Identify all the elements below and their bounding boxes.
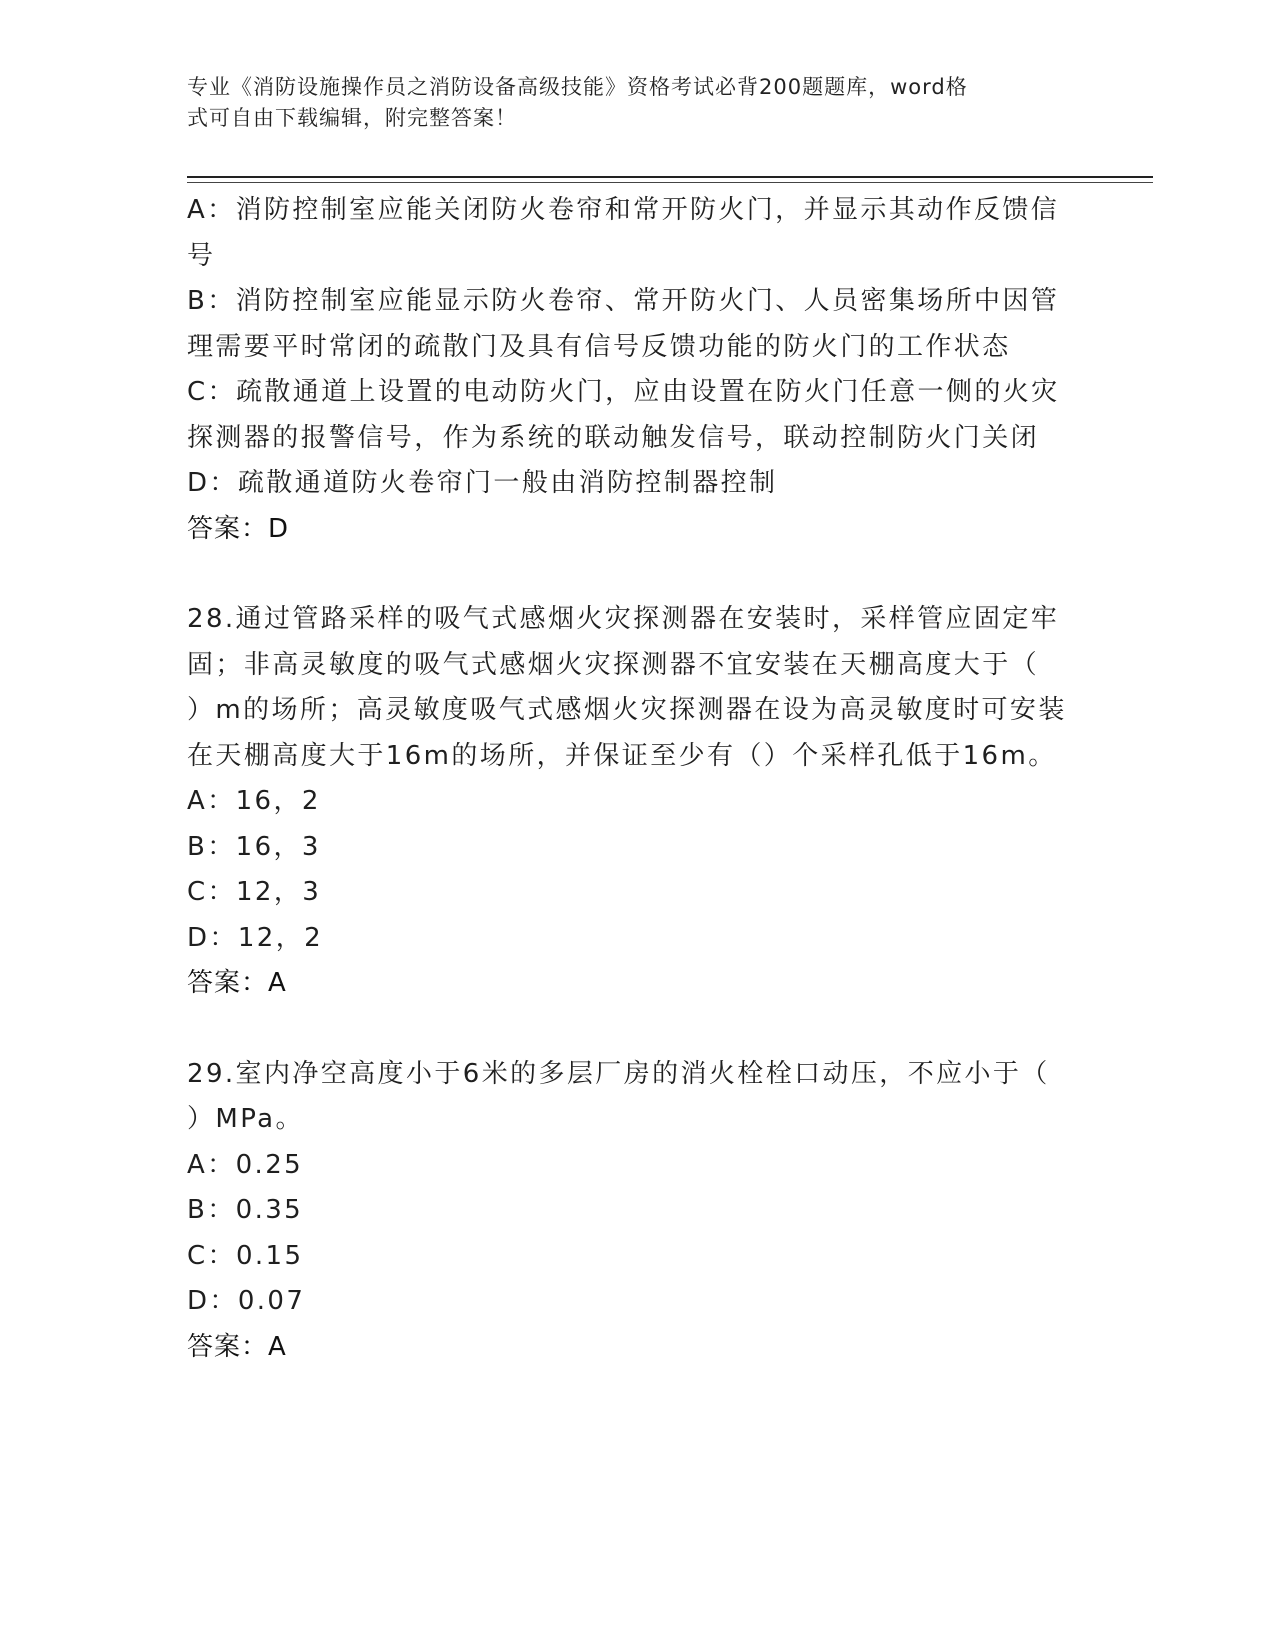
question-spacer [187,552,1087,597]
question-spacer [187,1007,1087,1052]
q28-answer: 答案：A [187,968,287,998]
q27-option-b-line-1: B：消防控制室应能显示防火卷帘、常开防火门、人员密集场所中因管 [187,286,1060,316]
header-divider-thick [187,176,1153,178]
question-27 [187,188,1087,552]
q28-stem-line-3: ）m的场所；高灵敏度吸气式感烟火灾探测器在设为高灵敏度时可安装 [187,695,1067,725]
q29-option-a: A：0.25 [187,1149,304,1180]
q28-stem-line-1: 28.通过管路采样的吸气式感烟火灾探测器在安装时，采样管应固定牢 [187,604,1060,634]
q27-option-a-line-2: 号 [187,240,216,271]
q27-option-b-line-2: 理需要平时常闭的疏散门及具有信号反馈功能的防火门的工作状态 [187,331,1011,362]
q27-option-d: D：疏散通道防火卷帘门一般由消防控制器控制 [187,468,778,498]
header-divider-thin [187,182,1153,183]
header-line-1: 专业《消防设施操作员之消防设备高级技能》资格考试必背200题题库，word格 [187,75,968,99]
q29-option-c: C：0.15 [187,1240,304,1271]
q28-option-c: C：12，3 [187,877,322,907]
q29-stem-line-1: 29.室内净空高度小于6米的多层厂房的消火栓栓口动压，不应小于（ [187,1058,1050,1089]
q28-option-d: D：12，2 [187,922,324,953]
document-body [187,188,1087,1370]
q28-option-b: B：16，3 [187,831,321,862]
q27-option-c-line-1: C：疏散通道上设置的电动防火门，应由设置在防火门任意一侧的火灾 [187,377,1060,407]
q28-option-a: A：16，2 [187,786,321,816]
header-line-2: 式可自由下载编辑，附完整答案！ [187,106,517,130]
q29-stem-line-2: ）MPa。 [187,1104,304,1134]
q29-option-d: D：0.07 [187,1286,306,1316]
q27-option-c-line-2: 探测器的报警信号，作为系统的联动触发信号，联动控制防火门关闭 [187,422,1040,453]
q28-stem-line-4: 在天棚高度大于16m的场所，并保证至少有（）个采样孔低于16m。 [187,740,1057,771]
q27-answer: 答案：D [187,513,290,544]
question-29 [187,1052,1087,1371]
q29-option-b: B：0.35 [187,1195,304,1225]
q28-stem-line-2: 固；非高灵敏度的吸气式感烟火灾探测器不宜安装在天棚高度大于（ [187,649,1040,680]
q29-answer: 答案：A [187,1331,287,1362]
document-header [187,72,1067,134]
question-28 [187,597,1087,1007]
q27-option-a-line-1: A：消防控制室应能关闭防火卷帘和常开防火门，并显示其动作反馈信 [187,195,1060,225]
